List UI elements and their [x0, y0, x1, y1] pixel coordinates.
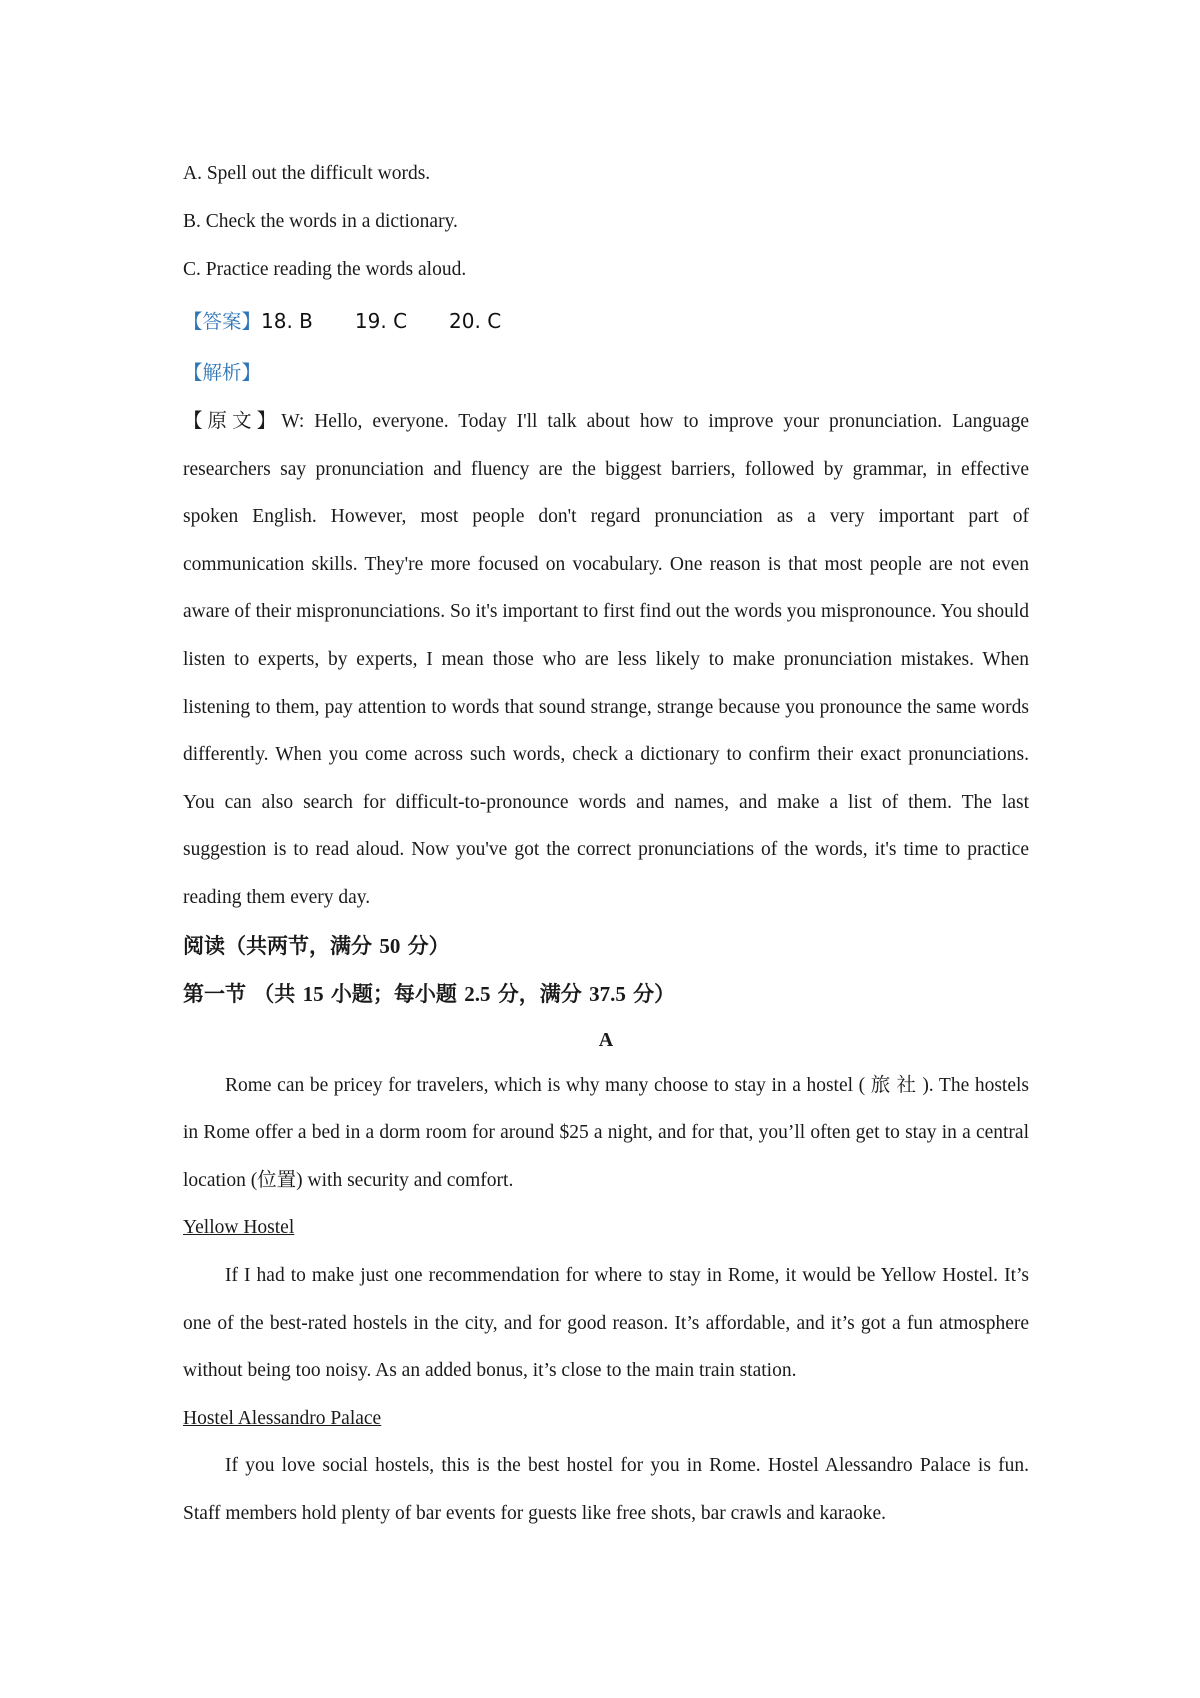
hostel-name: Hostel Alessandro Palace: [183, 1407, 382, 1429]
answer-line: [183, 294, 1029, 350]
answer-item: 18. B: [261, 309, 313, 333]
transcript-text: W: Hello, everyone. Today I'll talk about how to improve your pronunciation. Language researchers say pronunciation and fluency are the biggest barriers, followed by grammar, in effective spoken English. However, most people don't regard pronunciation as a very important part of communication skills. They're more focused on vocabulary. One reason is that most people are not even aware of their mispronunciations. So it's important to first find out the words you mispronounce. You should listen to experts, by experts, I mean those who are less likely to make pronunciation mistakes. When listening to them, pay attention to words that sound strange, strange because you pronounce the same words differently. When you come across such words, check a dictionary to confirm their exact pronunciations. You can also search for difficult-to-pronounce words and names, and make a list of them. The last suggestion is to read aloud. Now you've got the correct pronunciations of the words, it's time to practice reading them every day.: [183, 411, 1029, 908]
section-part1-heading: 第一节 （共 15 小题；每小题 2.5 分，满分 37.5 分）: [183, 981, 676, 1006]
analysis-label: 【解析】: [183, 363, 262, 384]
passage-title: A: [598, 1028, 614, 1051]
answer-label: 【答案】: [183, 312, 262, 333]
option-b: B. Check the words in a dictionary.: [183, 211, 458, 232]
answer-item: 19. C: [354, 309, 408, 333]
option-a: A. Spell out the difficult words.: [183, 163, 431, 184]
transcript-label: 【原文】: [183, 411, 282, 432]
option-c: C. Practice reading the words aloud.: [183, 259, 467, 280]
answer-item: 20. C: [449, 309, 502, 333]
transcript-paragraph: [183, 398, 1029, 922]
hostel-description: If you love social hostels, this is the best hostel for you in Rome. Hostel Alessandro Palace is fun. Staff members hold plenty of bar events for guests like free shots, bar crawls and karaoke.: [183, 1455, 1029, 1524]
document-page: [183, 150, 1029, 1537]
section-reading-heading: 阅读（共两节，满分 50 分）: [183, 933, 450, 958]
intro-paragraph: Rome can be pricey for travelers, which is why many choose to stay in a hostel ( 旅 社 ). The hostels in Rome offer a bed in a dorm room for around $25 a night, and for that, you’ll often get to stay in a central location (位置) with security and comfort.: [183, 1074, 1029, 1191]
hostel-name: Yellow Hostel: [183, 1217, 295, 1239]
hostel-description: If I had to make just one recommendation for where to stay in Rome, it would be Yellow Hostel. It’s one of the best-rated hostels in the city, and for good reason. It’s affordable, and it’s got a fun atmosphere without being too noisy. As an added bonus, it’s close to the main train station.: [183, 1264, 1029, 1382]
answer-items: [261, 309, 501, 333]
